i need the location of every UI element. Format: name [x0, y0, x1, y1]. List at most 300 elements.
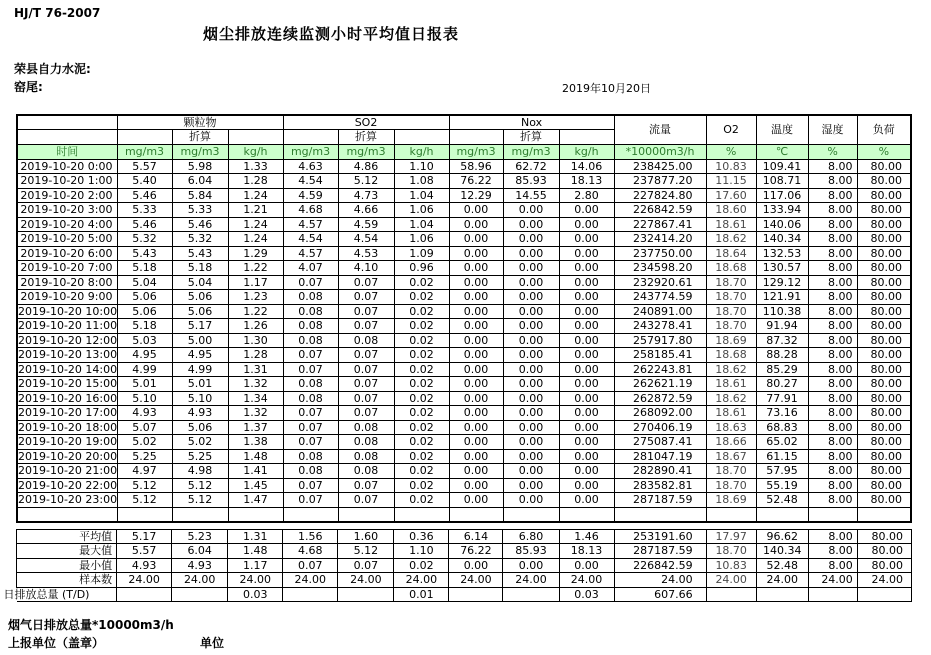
summary-cell: 24.00	[338, 573, 394, 588]
table-cell: 5.12	[172, 478, 228, 493]
standard-code: HJ/T 76-2007	[14, 6, 101, 20]
table-row	[17, 493, 911, 508]
table-cell: 4.59	[338, 217, 394, 232]
table-cell: 80.00	[857, 275, 911, 290]
summary-cell: 24.00	[706, 573, 756, 588]
table-cell: 0.02	[394, 290, 449, 305]
table-cell: 5.12	[338, 174, 394, 189]
table-cell: 0.00	[559, 420, 614, 435]
table-cell: 1.06	[394, 232, 449, 247]
summary-cell: 24.00	[117, 573, 172, 588]
time-cell: 2019-10-20 7:00	[17, 261, 117, 276]
table-cell: 18.63	[706, 420, 756, 435]
table-cell: 0.02	[394, 362, 449, 377]
summary-label-text: 最小值	[79, 558, 113, 572]
empty-cell	[449, 507, 503, 522]
table-cell: 5.84	[172, 188, 228, 203]
summary-cell: 4.93	[172, 558, 228, 573]
unit-cell: %	[706, 144, 756, 159]
table-cell: 5.43	[172, 246, 228, 261]
table-cell: 18.68	[706, 348, 756, 363]
table-cell: 80.00	[857, 391, 911, 406]
table-cell: 0.02	[394, 406, 449, 421]
summary-cell: 8.00	[808, 558, 857, 573]
table-cell: 8.00	[808, 406, 857, 421]
summary-cell: 24.00	[808, 573, 857, 588]
table-cell: 0.08	[338, 449, 394, 464]
table-cell: 240891.00	[614, 304, 706, 319]
summary-cell: 226842.59	[614, 558, 706, 573]
table-cell: 5.12	[172, 493, 228, 508]
table-cell: 18.66	[706, 435, 756, 450]
table-cell: 0.00	[449, 435, 503, 450]
summary-cell	[706, 587, 756, 602]
table-cell: 227824.80	[614, 188, 706, 203]
table-cell: 0.00	[449, 377, 503, 392]
time-cell: 2019-10-20 12:00	[18, 333, 118, 347]
table-cell: 0.07	[338, 275, 394, 290]
table-cell: 0.00	[559, 275, 614, 290]
unit-cell: ℃	[756, 144, 808, 159]
table-cell: 0.00	[503, 435, 559, 450]
empty-row	[17, 507, 911, 522]
summary-cell: 17.97	[706, 529, 756, 544]
table-cell: 0.08	[283, 377, 338, 392]
table-cell: 0.00	[449, 246, 503, 261]
table-cell: 0.00	[559, 203, 614, 218]
table-cell: 18.70	[706, 319, 756, 334]
table-cell: 77.91	[756, 391, 808, 406]
table-cell: 0.00	[559, 478, 614, 493]
time-cell: 2019-10-20 15:00	[18, 377, 118, 391]
table-cell: 18.60	[706, 203, 756, 218]
table-cell: 0.08	[338, 333, 394, 348]
table-cell: 0.07	[338, 319, 394, 334]
table-cell: 0.02	[394, 333, 449, 348]
table-cell: 5.18	[172, 261, 228, 276]
table-cell: 8.00	[808, 217, 857, 232]
table-cell: 80.00	[857, 203, 911, 218]
summary-label	[17, 573, 117, 588]
table-row	[17, 464, 911, 479]
table-cell: 80.00	[857, 159, 911, 174]
summary-label-text: 平均值	[79, 529, 113, 543]
table-cell: 80.00	[857, 261, 911, 276]
table-cell: 4.95	[172, 348, 228, 363]
table-cell: 0.00	[503, 478, 559, 493]
table-cell: 18.67	[706, 449, 756, 464]
empty-cell	[808, 507, 857, 522]
summary-cell: 80.00	[857, 558, 911, 573]
table-cell: 5.06	[117, 290, 172, 305]
table-cell: 237750.00	[614, 246, 706, 261]
empty-cell	[559, 507, 614, 522]
time-cell: 2019-10-20 23:00	[18, 493, 118, 507]
table-cell: 1.32	[228, 406, 283, 421]
table-cell: 130.57	[756, 261, 808, 276]
summary-label	[3, 587, 117, 602]
table-cell: 0.00	[559, 362, 614, 377]
table-cell: 0.00	[503, 493, 559, 508]
table-cell: 6.04	[172, 174, 228, 189]
time-cell: 2019-10-20 2:00	[17, 188, 117, 203]
table-cell: 1.21	[228, 203, 283, 218]
table-cell: 8.00	[808, 348, 857, 363]
table-cell: 0.02	[394, 493, 449, 508]
table-cell: 80.27	[756, 377, 808, 392]
table-cell: 109.41	[756, 159, 808, 174]
table-cell: 8.00	[808, 246, 857, 261]
table-cell: 1.10	[394, 159, 449, 174]
table-cell: 5.02	[117, 435, 172, 450]
time-cell: 2019-10-20 9:00	[17, 290, 117, 305]
summary-cell: 24.00	[449, 573, 503, 588]
table-cell: 270406.19	[614, 420, 706, 435]
table-cell: 237877.20	[614, 174, 706, 189]
table-cell: 1.32	[228, 377, 283, 392]
table-cell: 65.02	[756, 435, 808, 450]
table-cell: 57.95	[756, 464, 808, 479]
table-cell: 5.40	[117, 174, 172, 189]
summary-cell: 4.93	[117, 558, 172, 573]
flow-total-note: 烟气日排放总量*10000m3/h	[8, 618, 174, 632]
table-cell: 62.72	[503, 159, 559, 174]
table-cell: 80.00	[857, 362, 911, 377]
table-row	[17, 478, 911, 493]
table-cell: 4.57	[283, 217, 338, 232]
table-cell: 80.00	[857, 232, 911, 247]
table-cell: 0.00	[503, 275, 559, 290]
table-cell: 0.00	[449, 290, 503, 305]
table-cell: 5.01	[117, 377, 172, 392]
time-cell: 2019-10-20 19:00	[18, 435, 118, 449]
summary-cell: 5.17	[117, 529, 172, 544]
table-cell: 14.06	[559, 159, 614, 174]
table-cell: 257917.80	[614, 333, 706, 348]
table-cell: 80.00	[857, 435, 911, 450]
table-cell: 4.10	[338, 261, 394, 276]
empty-cell	[756, 507, 808, 522]
company-name: 荣县自力水泥:	[14, 62, 91, 76]
summary-cell: 0.36	[394, 529, 449, 544]
table-cell: 80.00	[857, 449, 911, 464]
table-cell: 8.00	[808, 275, 857, 290]
table-cell: 4.73	[338, 188, 394, 203]
table-cell: 1.48	[228, 449, 283, 464]
summary-row	[17, 544, 912, 559]
time-cell: 2019-10-20 6:00	[17, 246, 117, 261]
table-cell: 0.00	[503, 304, 559, 319]
table-cell: 1.38	[228, 435, 283, 450]
summary-row	[17, 529, 912, 544]
summary-cell: 607.66	[614, 587, 706, 602]
table-row	[17, 203, 911, 218]
table-cell: 110.38	[756, 304, 808, 319]
table-cell: 5.10	[117, 391, 172, 406]
summary-cell	[338, 587, 394, 602]
empty-cell	[228, 507, 283, 522]
table-cell: 5.46	[172, 217, 228, 232]
header-blank	[559, 129, 614, 144]
table-row	[17, 377, 911, 392]
table-cell: 5.03	[117, 333, 172, 348]
table-cell: 0.00	[559, 290, 614, 305]
summary-cell	[857, 587, 911, 602]
table-cell: 18.70	[706, 304, 756, 319]
table-cell: 5.02	[172, 435, 228, 450]
summary-cell: 1.56	[283, 529, 338, 544]
table-cell: 80.00	[857, 406, 911, 421]
table-cell: 80.00	[857, 246, 911, 261]
summary-cell: 80.00	[857, 529, 911, 544]
table-cell: 4.93	[117, 406, 172, 421]
table-cell: 1.30	[228, 333, 283, 348]
summary-cell: 24.00	[857, 573, 911, 588]
time-cell: 2019-10-20 8:00	[17, 275, 117, 290]
table-cell: 226842.59	[614, 203, 706, 218]
table-cell: 80.00	[857, 420, 911, 435]
table-cell: 14.55	[503, 188, 559, 203]
table-cell: 5.43	[117, 246, 172, 261]
table-row	[17, 391, 911, 406]
table-cell: 0.00	[449, 319, 503, 334]
summary-label-text: 样本数	[79, 573, 113, 587]
summary-cell	[172, 587, 228, 602]
summary-cell	[808, 587, 857, 602]
time-cell: 2019-10-20 14:00	[18, 362, 118, 376]
table-cell: 0.00	[503, 449, 559, 464]
table-cell: 0.08	[283, 290, 338, 305]
empty-cell	[614, 507, 706, 522]
table-cell: 8.00	[808, 290, 857, 305]
header-blank	[17, 129, 117, 144]
header-blank	[283, 129, 338, 144]
table-cell: 0.08	[283, 319, 338, 334]
summary-cell: 1.31	[228, 529, 283, 544]
time-cell: 2019-10-20 5:00	[17, 232, 117, 247]
table-cell: 8.00	[808, 493, 857, 508]
unit-cell: %	[808, 144, 857, 159]
table-cell: 0.00	[503, 290, 559, 305]
summary-row	[17, 587, 912, 602]
table-cell: 0.00	[559, 261, 614, 276]
table-cell: 8.00	[808, 362, 857, 377]
table-cell: 80.00	[857, 290, 911, 305]
table-cell: 0.07	[283, 406, 338, 421]
table-cell: 282890.41	[614, 464, 706, 479]
table-cell: 0.00	[559, 333, 614, 348]
summary-cell: 0.02	[394, 558, 449, 573]
summary-cell: 24.00	[614, 573, 706, 588]
unit-cell: kg/h	[228, 144, 283, 159]
table-cell: 0.07	[338, 290, 394, 305]
table-cell: 55.19	[756, 478, 808, 493]
table-cell: 258185.41	[614, 348, 706, 363]
table-cell: 0.07	[338, 304, 394, 319]
table-cell: 0.00	[559, 449, 614, 464]
header-blank	[117, 129, 172, 144]
unit-cell: mg/m3	[117, 144, 172, 159]
table-cell: 80.00	[857, 333, 911, 348]
table-cell: 232414.20	[614, 232, 706, 247]
table-cell: 262621.19	[614, 377, 706, 392]
summary-cell: 24.00	[756, 573, 808, 588]
table-cell: 5.18	[117, 319, 172, 334]
unit-cell: *10000m3/h	[614, 144, 706, 159]
table-cell: 0.07	[283, 275, 338, 290]
empty-cell	[17, 507, 117, 522]
table-cell: 0.08	[283, 304, 338, 319]
table-cell: 275087.41	[614, 435, 706, 450]
table-cell: 0.00	[503, 261, 559, 276]
table-cell: 129.12	[756, 275, 808, 290]
table-cell: 1.29	[228, 246, 283, 261]
table-cell: 0.07	[283, 493, 338, 508]
time-cell: 2019-10-20 21:00	[18, 464, 118, 478]
unit-cell: mg/m3	[449, 144, 503, 159]
column-header-humidity: 湿度	[808, 115, 857, 144]
table-cell: 5.04	[117, 275, 172, 290]
table-cell: 5.33	[117, 203, 172, 218]
table-cell: 80.00	[857, 493, 911, 508]
table-row	[17, 420, 911, 435]
table-cell: 5.01	[172, 377, 228, 392]
table-cell: 0.00	[503, 203, 559, 218]
summary-cell: 1.48	[228, 544, 283, 559]
table-cell: 4.63	[283, 159, 338, 174]
table-row	[17, 174, 911, 189]
table-cell: 58.96	[449, 159, 503, 174]
column-group-particulate: 颗粒物	[117, 115, 283, 129]
table-cell: 0.07	[338, 391, 394, 406]
unit-label: 单位	[200, 636, 225, 650]
table-cell: 262872.59	[614, 391, 706, 406]
table-cell: 0.00	[449, 464, 503, 479]
table-cell: 1.37	[228, 420, 283, 435]
summary-cell: 1.60	[338, 529, 394, 544]
table-row	[17, 188, 911, 203]
table-cell: 5.12	[117, 493, 172, 508]
time-cell: 2019-10-20 0:00	[17, 159, 117, 174]
summary-cell: 0.07	[283, 558, 338, 573]
summary-cell: 24.00	[172, 573, 228, 588]
column-header-o2: O2	[706, 115, 756, 144]
table-cell: 18.70	[706, 478, 756, 493]
table-cell: 5.25	[172, 449, 228, 464]
summary-cell: 1.10	[394, 544, 449, 559]
table-cell: 0.00	[559, 406, 614, 421]
table-cell: 1.41	[228, 464, 283, 479]
table-cell: 0.00	[449, 232, 503, 247]
empty-cell	[172, 507, 228, 522]
table-cell: 4.99	[172, 362, 228, 377]
report-tables	[3, 114, 912, 602]
table-row	[17, 275, 911, 290]
summary-label-text: 最大值	[79, 544, 113, 558]
empty-cell	[338, 507, 394, 522]
table-cell: 0.00	[449, 406, 503, 421]
table-cell: 80.00	[857, 304, 911, 319]
summary-cell: 0.03	[559, 587, 614, 602]
time-cell: 2019-10-20 16:00	[18, 391, 118, 405]
table-row	[17, 333, 911, 348]
table-cell: 80.00	[857, 377, 911, 392]
summary-cell: 24.00	[503, 573, 559, 588]
summary-cell	[117, 587, 172, 602]
table-cell: 1.22	[228, 261, 283, 276]
table-cell: 80.00	[857, 188, 911, 203]
table-cell: 287187.59	[614, 493, 706, 508]
table-cell: 0.00	[503, 232, 559, 247]
table-cell: 0.00	[559, 435, 614, 450]
table-cell: 0.00	[559, 391, 614, 406]
table-cell: 85.29	[756, 362, 808, 377]
table-cell: 0.07	[338, 348, 394, 363]
summary-label	[17, 558, 117, 573]
table-cell: 1.28	[228, 174, 283, 189]
table-cell: 0.00	[559, 246, 614, 261]
hourly-data-table	[16, 114, 912, 523]
column-group-nox: Nox	[449, 115, 614, 129]
table-cell: 0.08	[338, 464, 394, 479]
summary-cell: 24.00	[228, 573, 283, 588]
table-cell: 8.00	[808, 304, 857, 319]
table-cell: 80.00	[857, 174, 911, 189]
table-cell: 1.23	[228, 290, 283, 305]
table-cell: 117.06	[756, 188, 808, 203]
summary-cell: 24.00	[559, 573, 614, 588]
table-cell: 1.24	[228, 232, 283, 247]
summary-cell: 1.46	[559, 529, 614, 544]
table-row	[17, 406, 911, 421]
table-cell: 4.54	[338, 232, 394, 247]
unit-cell: mg/m3	[503, 144, 559, 159]
table-cell: 121.91	[756, 290, 808, 305]
table-cell: 18.70	[706, 275, 756, 290]
table-cell: 5.06	[172, 290, 228, 305]
table-cell: 8.00	[808, 261, 857, 276]
table-cell: 0.00	[503, 362, 559, 377]
table-cell: 0.02	[394, 348, 449, 363]
table-cell: 91.94	[756, 319, 808, 334]
table-cell: 8.00	[808, 174, 857, 189]
table-cell: 0.00	[559, 232, 614, 247]
table-row	[17, 319, 911, 334]
table-cell: 1.06	[394, 203, 449, 218]
table-cell: 4.57	[283, 246, 338, 261]
table-cell: 0.00	[503, 391, 559, 406]
header-row-groups	[17, 115, 911, 129]
table-cell: 18.62	[706, 362, 756, 377]
summary-cell: 0.00	[559, 558, 614, 573]
table-cell: 12.29	[449, 188, 503, 203]
time-cell: 2019-10-20 18:00	[18, 420, 118, 434]
table-cell: 0.07	[283, 348, 338, 363]
summary-table	[3, 529, 912, 603]
time-cell: 2019-10-20 13:00	[18, 348, 118, 362]
table-row	[17, 246, 911, 261]
table-cell: 4.66	[338, 203, 394, 218]
table-cell: 18.62	[706, 391, 756, 406]
table-cell: 0.02	[394, 449, 449, 464]
summary-cell: 287187.59	[614, 544, 706, 559]
table-cell: 0.00	[503, 246, 559, 261]
table-cell: 80.00	[857, 478, 911, 493]
table-cell: 0.02	[394, 275, 449, 290]
table-cell: 8.00	[808, 464, 857, 479]
table-cell: 8.00	[808, 449, 857, 464]
report-unit-label: 上报单位（盖章）	[8, 636, 105, 650]
